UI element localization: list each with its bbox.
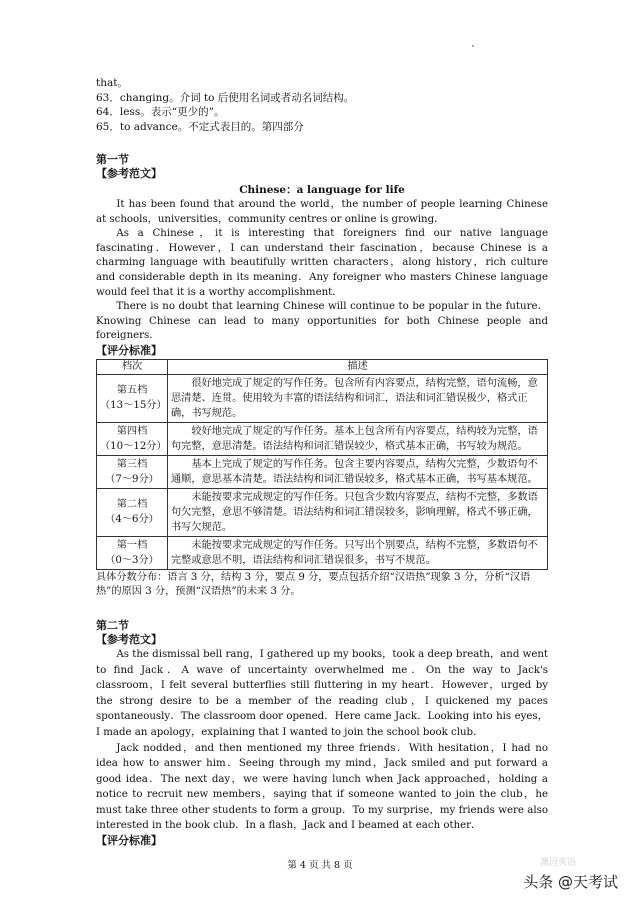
watermark-logo: 头条 @天考试 [523, 873, 618, 891]
description-cell: 较好地完成了规定的写作任务。基本上包含所有内容要点，结构较为完整，语句完整，意思清楚。语法结构和词汇错误较少，格式基本正确，书写较为规范。 [168, 422, 548, 455]
section-1-sample-label: 【参考范文】 [96, 167, 162, 180]
level-range: （4～6分） [105, 514, 159, 526]
essay-paragraph: It has been found that around the world，the number of people learning Chinese at schools，universities，community centres or online is growing． [96, 199, 548, 225]
level-range: （0～3分） [105, 554, 159, 566]
essay-title: Chinese：a language for life [239, 184, 405, 196]
essay-paragraph: As a Chinese，it is interesting that foreigners find our native language fascinating．However，I can understand their fascination，because Chinese is a charming language with beautifully written characters，along history，rich culture and considerable depth in its meaning．Any foreigner who masters Chinese language would feel that it is a worthy accomplishment． [96, 228, 548, 298]
section-2-title: 第二节 [96, 618, 129, 632]
level-cell [97, 374, 168, 422]
description-cell: 基本上完成了规定的写作任务。包含主要内容要点，结构欠完整，少数语句不通顺，意思基本清楚。语法结构和词汇错误较多，格式基本正确，书写基本规范。 [168, 455, 548, 488]
level-name: 第四档 [116, 425, 148, 437]
level-cell [97, 536, 168, 569]
page-number: 第 4 页 共 8 页 [287, 860, 353, 871]
description-cell: 未能按要求完成规定的写作任务。只写出个别要点，结构不完整，多数语句不完整或意思不明，语法结构和词汇错误很多，书写不规范。 [168, 536, 548, 569]
essay-paragraph: There is no doubt that learning Chinese will continue to be popular in the future．Knowing Chinese can lead to many opportunities for both Chinese people and foreigners． [96, 301, 548, 342]
section-1-criteria-label: 【评分标准】 [96, 343, 162, 357]
answer-notes [96, 76, 548, 134]
section-2-sample-label: 【参考范文】 [96, 632, 162, 646]
description-cell: 很好地完成了规定的写作任务。包含所有内容要点，结构完整，语句流畅，意思清楚、连贯。使用较为丰富的语法结构和词汇，语法和词汇错误极少，格式正确，书写规范。 [168, 374, 548, 422]
table-header-row [97, 359, 548, 374]
description-cell: 未能按要求完成规定的写作任务。只包含少数内容要点，结构不完整，多数语句欠完整，意思不够清楚。语法结构和词汇错误较多，影响理解，格式不够正确，书写欠规范。 [168, 488, 548, 536]
level-range: （13～15分） [100, 400, 167, 412]
score-distribution: 具体分数分布：语言 3 分，结构 3 分，要点 9 分，要点包括介绍“汉语热”现象 3 分，分析“汉语热”的原因 3 分，预测“汉语热”的未来 3 分。 [96, 571, 531, 598]
level-name: 第五档 [116, 385, 148, 397]
story-paragraph: As the dismissal bell rang，I gathered up my books，took a deep breath，and went to find Jack．A wave of uncertainty overwhelmed me．On the way to Jack's classroom，I felt several butterflies still fluttering in my heart．However，urged by the strong desire to be a member of the reading club，I quickened my paces spontaneously．The classroom door opened．Here came Jack．Looking into his eyes，I made an apology，explaining that I wanted to join the school book club． [96, 648, 548, 738]
header-description: 描述 [168, 359, 548, 374]
table-row [97, 536, 548, 569]
document-page [96, 76, 548, 848]
table-row [97, 374, 548, 422]
level-range: （7～9分） [105, 473, 159, 485]
level-cell [97, 488, 168, 536]
table-row [97, 422, 548, 455]
level-name: 第三档 [116, 458, 148, 470]
level-name: 第一档 [116, 539, 148, 551]
level-name: 第二档 [116, 499, 148, 511]
section-2-criteria-label: 【评分标准】 [96, 834, 162, 848]
header-level: 档次 [97, 359, 168, 374]
scan-dot [472, 45, 474, 47]
story-paragraph: Jack nodded，and then mentioned my three friends．With hesitation，I had no idea how to answer him．Seeing through my mind，Jack smiled and put forward a good idea．The next day，we were having lunch when Jack approached，holding a notice to recruit new members，saying that if someone wanted to join the club，he must take three other students to form a group．To my surprise，my friends were also interested in the book club．In a flash，Jack and I beamed at each other． [96, 742, 548, 832]
level-range: （10～12分） [100, 440, 167, 452]
level-cell [97, 422, 168, 455]
answer-line: 65．to advance。不定式表目的。第四部分 [96, 120, 304, 133]
faint-watermark: 澳因英语 [539, 858, 576, 868]
table-row [97, 488, 548, 536]
level-cell [97, 455, 168, 488]
table-row [97, 455, 548, 488]
answer-line: 64．less。表示“更少的”。 [96, 106, 225, 118]
answer-line: that。 [96, 77, 128, 89]
section-1-title: 第一节 [96, 153, 129, 166]
answer-line: 63．changing。介词 to 后使用名词或者动名词结构。 [96, 91, 355, 104]
scoring-table [96, 359, 548, 570]
